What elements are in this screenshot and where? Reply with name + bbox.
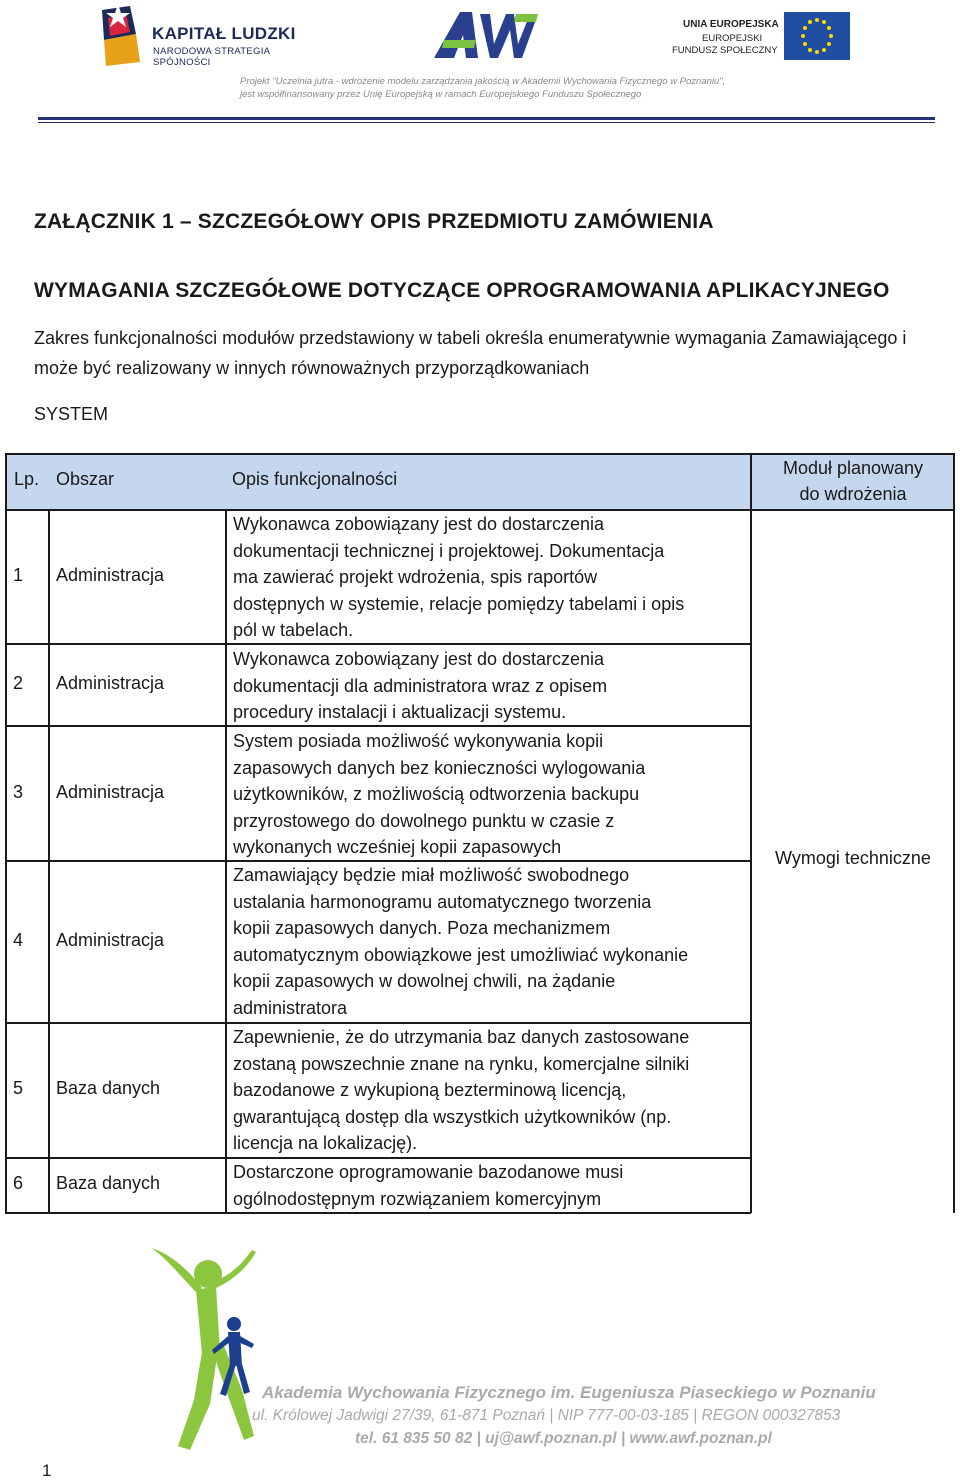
- kapital-ludzki-logo: [96, 4, 306, 70]
- kl-title: KAPITAŁ LUDZKI: [152, 24, 296, 43]
- footer-institution-name: Akademia Wychowania Fizycznego im. Eugeniusza Piaseckiego w Poznaniu: [262, 1383, 876, 1402]
- col-module-header: [753, 455, 953, 507]
- description-line: ma zawierać projekt wdrożenia, spis raportów: [233, 567, 598, 587]
- description-line: licencja na lokalizację).: [233, 1133, 418, 1153]
- description-line: procedury instalacji i aktualizacji systemu.: [233, 702, 567, 722]
- row-area: Administracja: [56, 673, 165, 693]
- row-area: Administracja: [56, 565, 165, 585]
- eu-line1: UNIA EUROPEJSKA: [683, 19, 779, 30]
- description-line: Zamawiający będzie miał możliwość swobodnego: [233, 865, 630, 885]
- footer-address: ul. Królowej Jadwigi 27/39, 61-871 Poznań | NIP 777-00-03-185 | REGON 000327853: [252, 1407, 841, 1424]
- header-divider-thin: [38, 122, 935, 123]
- kl-subtitle: NARODOWA STRATEGIA SPÓJNOŚCI: [153, 46, 270, 68]
- table-border-top: [5, 453, 955, 455]
- description-line: przyrostowego do dowolnego punktu w czasie z: [233, 810, 615, 831]
- row-lp: 1: [13, 565, 24, 585]
- description-line: Dostarczone oprogramowanie bazodanowe musi: [233, 1162, 624, 1182]
- row-description: [233, 1024, 751, 1157]
- col-description-header: Opis funkcjonalności: [232, 469, 398, 489]
- row-lp: 2: [13, 673, 24, 693]
- intro-paragraph: Zakres funkcjonalności modułów przedstawiony w tabeli określa enumeratywnie wymagania Zamawiającego i może być realizowany w innych równoważnych przyporządkowaniach: [34, 328, 907, 378]
- table-border-bottom: [5, 1212, 751, 1214]
- description-line: bazodanowe z wykupioną bezterminową licencją,: [233, 1080, 627, 1100]
- description-line: kopii zapasowych w dowolnej chwili, na żądanie: [233, 971, 616, 991]
- row-lp: 5: [13, 1078, 24, 1098]
- row-area: Baza danych: [56, 1078, 161, 1098]
- kapital-ludzki-emblem-icon: [96, 4, 146, 70]
- page-number: 1: [42, 1461, 52, 1480]
- description-line: administratora: [233, 997, 348, 1018]
- row-lp: 3: [13, 782, 24, 802]
- col-lp-header: Lp.: [14, 469, 40, 489]
- description-line: użytkowników, z możliwością odtworzenia backupu: [233, 784, 640, 804]
- description-line: wykonanych wcześniej kopii zapasowych: [233, 837, 562, 857]
- section-heading: SYSTEM: [34, 404, 109, 424]
- row-area: Administracja: [56, 930, 165, 950]
- col-area-header: Obszar: [56, 469, 115, 489]
- row-description: [233, 511, 751, 644]
- row-lp: 4: [13, 930, 24, 950]
- description-line: dokumentacji technicznej i projektowej. Dokumentacja: [233, 540, 665, 561]
- description-line: automatycznym obowiązkowe jest umożliwiać wykonanie: [233, 944, 689, 965]
- table-border-right: [953, 453, 955, 1213]
- document-title: ZAŁĄCZNIK 1 – SZCZEGÓŁOWY OPIS PRZEDMIOTU ZAMÓWIENIA: [34, 210, 714, 233]
- description-line: pól w tabelach.: [233, 620, 354, 640]
- table-border-left: [5, 453, 7, 1213]
- description-line: ustalania harmonogramu automatycznego tworzenia: [233, 891, 652, 912]
- col-module-header-line2: do wdrożenia: [799, 484, 907, 504]
- row-lp: 6: [13, 1173, 24, 1193]
- row-description: [233, 862, 751, 1021]
- header-divider: [38, 117, 935, 120]
- description-line: System posiada możliwość wykonywania kopii: [233, 731, 604, 751]
- description-line: kopii zapasowych danych. Poza mechanizmem: [233, 918, 611, 938]
- eu-flag-icon: [784, 12, 850, 60]
- row-area: Administracja: [56, 782, 165, 802]
- module-value: Wymogi techniczne: [775, 848, 931, 868]
- description-line: ogólnodostępnym rozwiązaniem komercyjnym: [233, 1188, 602, 1209]
- description-line: Zapewnienie, że do utrzymania baz danych zastosowane: [233, 1027, 690, 1047]
- table-header: [5, 453, 955, 509]
- eu-logo: [668, 10, 854, 64]
- row-description: [233, 1159, 751, 1212]
- runner-logo-icon: [150, 1240, 260, 1460]
- project-note: [240, 75, 740, 101]
- description-line: Wykonawca zobowiązany jest do dostarczenia: [233, 649, 605, 669]
- document-subtitle: WYMAGANIA SZCZEGÓŁOWE DOTYCZĄCE OPROGRAMOWANIA APLIKACYJNEGO: [34, 279, 890, 302]
- eu-line3: FUNDUSZ SPOŁECZNY: [672, 45, 778, 56]
- description-line: Wykonawca zobowiązany jest do dostarczenia: [233, 514, 605, 534]
- row-description: [233, 646, 751, 726]
- col-module-header-line1: Moduł planowany: [782, 458, 924, 478]
- awf-logo-icon: [430, 8, 540, 64]
- description-line: zostaną powszechnie znane na rynku, komercjalne silniki: [233, 1053, 690, 1074]
- row-description: [233, 728, 751, 861]
- eu-line2: EUROPEJSKI: [702, 33, 763, 44]
- description-line: zapasowych danych bez konieczności wylogowania: [233, 757, 646, 778]
- description-line: gwarantującą dostęp dla wszystkich użytkowników (np.: [233, 1106, 672, 1127]
- project-line2: jest współfinansowany przez Unię Europejską w ramach Europejskiego Funduszu Społecznego: [240, 89, 642, 100]
- footer-contact: tel. 61 835 50 82 | uj@awf.poznan.pl | www.awf.poznan.pl: [355, 1430, 772, 1447]
- project-line1: Projekt "Uczelnia jutra - wdrożenie modelu zarządzania jakością w Akademii Wychowania Fizycznego w Poznaniu",: [240, 76, 726, 87]
- description-line: dokumentacji dla administratora wraz z opisem: [233, 675, 608, 696]
- row-area: Baza danych: [56, 1173, 161, 1193]
- awf-logo: [430, 8, 540, 64]
- description-line: dostępnych w systemie, relacje pomiędzy tabelami i opis: [233, 593, 685, 614]
